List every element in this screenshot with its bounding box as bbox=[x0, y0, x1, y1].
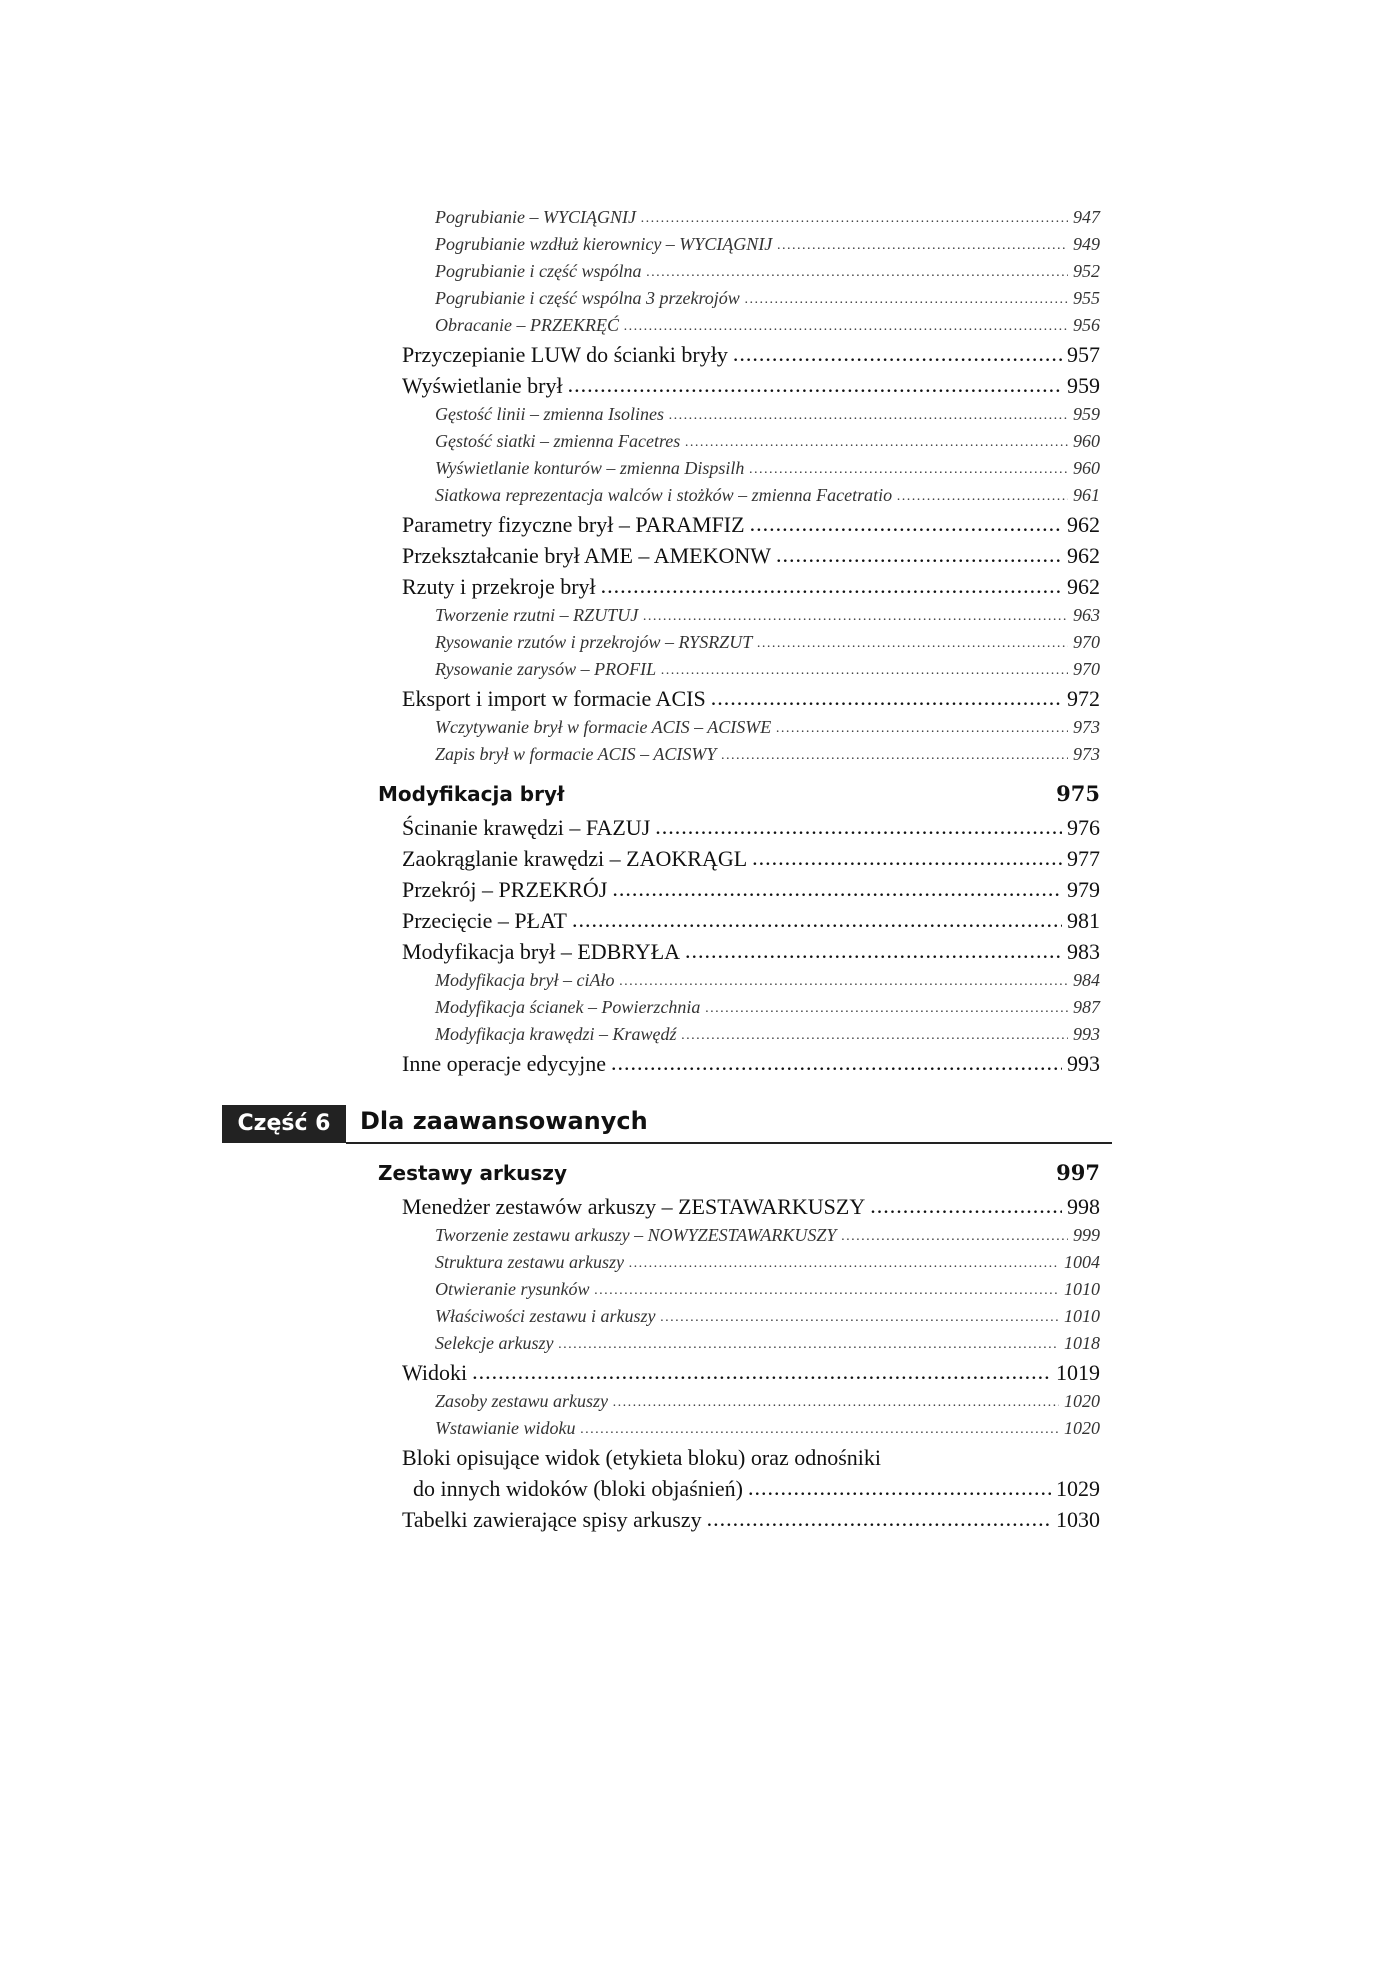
entry-page: 959 bbox=[1067, 373, 1100, 398]
dot-leader bbox=[750, 511, 1062, 537]
toc-entry[interactable] bbox=[435, 744, 1100, 771]
entry-page: 1020 bbox=[1064, 1391, 1100, 1411]
entry-title: Parametry fizyczne brył – PARAMFIZ bbox=[402, 512, 745, 537]
dot-leader bbox=[777, 233, 1068, 254]
entry-page: 962 bbox=[1067, 512, 1100, 537]
dot-leader bbox=[749, 457, 1068, 478]
section-title: Modyfikacja brył bbox=[378, 782, 565, 806]
entry-page: 955 bbox=[1073, 288, 1100, 308]
entry-page: 952 bbox=[1073, 261, 1100, 281]
dot-leader bbox=[685, 430, 1068, 451]
entry-title: Wyświetlanie brył bbox=[402, 373, 563, 398]
entry-title: Siatkowa reprezentacja walców i stożków – zmienna Facetratio bbox=[435, 485, 893, 505]
entry-page: 1018 bbox=[1064, 1333, 1100, 1353]
entry-title: Zapis brył w formacie ACIS – ACISWY bbox=[435, 744, 717, 764]
toc-entry-bloki-line1[interactable]: Bloki opisujące widok (etykieta bloku) oraz odnośniki bbox=[402, 1445, 882, 1470]
toc-entry[interactable] bbox=[435, 234, 1100, 261]
entry-title: Gęstość linii – zmienna Isolines bbox=[435, 404, 664, 424]
dot-leader bbox=[581, 1417, 1060, 1438]
toc-entry[interactable] bbox=[402, 846, 1100, 877]
dot-leader bbox=[841, 1224, 1068, 1245]
toc-entry[interactable] bbox=[435, 659, 1100, 686]
entry-page: 998 bbox=[1067, 1194, 1100, 1219]
dot-leader bbox=[870, 1193, 1062, 1219]
entry-page: 962 bbox=[1067, 543, 1100, 568]
toc-entry[interactable] bbox=[435, 1418, 1100, 1445]
part-divider bbox=[346, 1142, 1112, 1144]
entry-page: 987 bbox=[1073, 997, 1100, 1017]
dot-leader bbox=[601, 573, 1062, 599]
entry-page: 959 bbox=[1073, 404, 1100, 424]
dot-leader bbox=[897, 484, 1068, 505]
dot-leader bbox=[748, 1475, 1051, 1501]
entry-page: 1019 bbox=[1056, 1360, 1100, 1385]
toc-entry[interactable] bbox=[402, 908, 1100, 939]
entry-title: Ścinanie krawędzi – FAZUJ bbox=[402, 815, 651, 840]
entry-page: 957 bbox=[1067, 342, 1100, 367]
entry-page: 999 bbox=[1073, 1225, 1100, 1245]
entry-title: Wstawianie widoku bbox=[435, 1418, 576, 1438]
entry-page: 981 bbox=[1067, 908, 1100, 933]
entry-page: 977 bbox=[1067, 846, 1100, 871]
entry-title: Tworzenie zestawu arkuszy – NOWYZESTAWARKUSZY bbox=[435, 1225, 837, 1245]
dot-leader bbox=[646, 260, 1068, 281]
section-title: Zestawy arkuszy bbox=[378, 1161, 567, 1185]
dot-leader bbox=[776, 716, 1068, 737]
dot-leader bbox=[721, 743, 1068, 764]
section-heading-zestawy[interactable] bbox=[378, 1160, 1100, 1194]
toc-entry[interactable] bbox=[402, 1360, 1100, 1391]
entry-title: Menedżer zestawów arkuszy – ZESTAWARKUSZY bbox=[402, 1194, 866, 1219]
entry-page: 984 bbox=[1073, 970, 1100, 990]
toc-entry[interactable] bbox=[435, 997, 1100, 1024]
entry-title: Pogrubianie – WYCIĄGNIJ bbox=[435, 207, 636, 227]
dot-leader bbox=[681, 1023, 1068, 1044]
entry-title: Przecięcie – PŁAT bbox=[402, 908, 567, 933]
toc-entry[interactable] bbox=[435, 288, 1100, 315]
entry-title: Modyfikacja brył – ciAło bbox=[435, 970, 615, 990]
toc-entry[interactable] bbox=[402, 1051, 1100, 1082]
entry-page: 1030 bbox=[1056, 1507, 1100, 1532]
toc-part5 bbox=[378, 207, 1100, 1082]
entry-page: 962 bbox=[1067, 574, 1100, 599]
toc-entry[interactable] bbox=[402, 512, 1100, 543]
toc-entry[interactable] bbox=[435, 1279, 1100, 1306]
dot-leader bbox=[661, 658, 1068, 679]
entry-title: Tworzenie rzutni – RZUTUJ bbox=[435, 605, 639, 625]
toc-entry[interactable] bbox=[435, 632, 1100, 659]
toc-entry-tabelki[interactable] bbox=[402, 1507, 1100, 1538]
toc-entry[interactable] bbox=[402, 342, 1100, 373]
entry-title: Tabelki zawierające spisy arkuszy bbox=[402, 1507, 702, 1532]
entry-title: Obracanie – PRZEKRĘĆ bbox=[435, 315, 619, 335]
toc-block-wyswietlanie bbox=[378, 207, 1100, 771]
dot-leader bbox=[629, 1251, 1059, 1272]
entry-title: Wyświetlanie konturów – zmienna Dispsilh bbox=[435, 458, 745, 478]
toc-entry[interactable] bbox=[402, 939, 1100, 970]
entry-page: 961 bbox=[1073, 485, 1100, 505]
entry-page: 947 bbox=[1073, 207, 1100, 227]
entry-title: Rysowanie rzutów i przekrojów – RYSRZUT bbox=[435, 632, 753, 652]
toc-entry[interactable] bbox=[435, 207, 1100, 234]
entry-page: 949 bbox=[1073, 234, 1100, 254]
toc-entry[interactable] bbox=[402, 686, 1100, 717]
entry-page: 960 bbox=[1073, 458, 1100, 478]
dot-leader bbox=[624, 314, 1068, 335]
toc-entry[interactable] bbox=[402, 373, 1100, 404]
dot-leader bbox=[705, 996, 1068, 1017]
part-label: Część 6 bbox=[222, 1105, 346, 1143]
dot-leader bbox=[572, 907, 1062, 933]
entry-title: Wczytywanie brył w formacie ACIS – ACISWE bbox=[435, 717, 772, 737]
section-page: 975 bbox=[1056, 781, 1100, 806]
section-page: 997 bbox=[1056, 1160, 1100, 1185]
entry-page: 993 bbox=[1073, 1024, 1100, 1044]
entry-page: 993 bbox=[1067, 1051, 1100, 1076]
toc-entry[interactable] bbox=[435, 1306, 1100, 1333]
entry-page: 970 bbox=[1073, 632, 1100, 652]
dot-leader bbox=[558, 1332, 1059, 1353]
dot-leader bbox=[643, 604, 1068, 625]
entry-page: 972 bbox=[1067, 686, 1100, 711]
entry-title: Pogrubianie i część wspólna bbox=[435, 261, 642, 281]
toc-entry[interactable] bbox=[435, 1225, 1100, 1252]
entry-title: Pogrubianie i część wspólna 3 przekrojów bbox=[435, 288, 740, 308]
entry-title: Rzuty i przekroje brył bbox=[402, 574, 596, 599]
entry-title: Przekrój – PRZEKRÓJ bbox=[402, 877, 608, 902]
toc-entry[interactable] bbox=[435, 1333, 1100, 1360]
toc-entry[interactable] bbox=[402, 543, 1100, 574]
entry-page: 979 bbox=[1067, 877, 1100, 902]
entry-page: 1010 bbox=[1064, 1279, 1100, 1299]
entry-page: 1020 bbox=[1064, 1418, 1100, 1438]
dot-leader bbox=[612, 876, 1062, 902]
dot-leader bbox=[568, 372, 1062, 398]
dot-leader bbox=[641, 206, 1068, 227]
dot-leader bbox=[619, 969, 1068, 990]
toc-entry[interactable] bbox=[435, 1252, 1100, 1279]
entry-page: 956 bbox=[1073, 315, 1100, 335]
dot-leader bbox=[685, 938, 1062, 964]
dot-leader bbox=[733, 341, 1062, 367]
toc-entry[interactable] bbox=[435, 431, 1100, 458]
entry-page: 1029 bbox=[1056, 1476, 1100, 1501]
part-title: Dla zaawansowanych bbox=[360, 1107, 648, 1135]
toc-entry[interactable] bbox=[435, 485, 1100, 512]
toc-block-modyfikacja bbox=[378, 815, 1100, 1082]
entry-title: Modyfikacja krawędzi – Krawędź bbox=[435, 1024, 677, 1044]
entry-title: Otwieranie rysunków bbox=[435, 1279, 590, 1299]
toc-entry-bloki[interactable] bbox=[413, 1476, 1100, 1507]
entry-title: Przekształcanie brył AME – AMEKONW bbox=[402, 543, 772, 568]
entry-page: 970 bbox=[1073, 659, 1100, 679]
entry-title: Przyczepianie LUW do ścianki bryły bbox=[402, 342, 728, 367]
dot-leader bbox=[595, 1278, 1060, 1299]
toc-entry[interactable] bbox=[402, 877, 1100, 908]
toc-part6 bbox=[378, 1160, 1100, 1538]
entry-title: Selekcje arkuszy bbox=[435, 1333, 554, 1353]
dot-leader bbox=[472, 1359, 1051, 1385]
toc-entry[interactable] bbox=[435, 1024, 1100, 1051]
entry-title: Zasoby zestawu arkuszy bbox=[435, 1391, 609, 1411]
dot-leader bbox=[776, 542, 1062, 568]
entry-title: Modyfikacja brył – EDBRYŁA bbox=[402, 939, 681, 964]
entry-title: do innych widoków (bloki objaśnień) bbox=[413, 1476, 743, 1501]
toc-entry[interactable] bbox=[402, 815, 1100, 846]
toc-entry[interactable] bbox=[402, 1194, 1100, 1225]
entry-title: Modyfikacja ścianek – Powierzchnia bbox=[435, 997, 701, 1017]
entry-title: Inne operacje edycyjne bbox=[402, 1051, 606, 1076]
dot-leader bbox=[669, 403, 1068, 424]
entry-page: 960 bbox=[1073, 431, 1100, 451]
dot-leader bbox=[655, 814, 1062, 840]
dot-leader bbox=[661, 1305, 1060, 1326]
entry-title: Widoki bbox=[402, 1360, 468, 1385]
dot-leader bbox=[745, 287, 1068, 308]
dot-leader bbox=[707, 1506, 1051, 1532]
toc-entry[interactable] bbox=[435, 717, 1100, 744]
toc-entry[interactable] bbox=[435, 970, 1100, 997]
entry-page: 1010 bbox=[1064, 1306, 1100, 1326]
entry-page: 1004 bbox=[1064, 1252, 1100, 1272]
part-header bbox=[222, 1105, 1112, 1141]
entry-page: 963 bbox=[1073, 605, 1100, 625]
entry-page: 976 bbox=[1067, 815, 1100, 840]
toc-block-zestawy bbox=[378, 1194, 1100, 1445]
entry-title: Właściwości zestawu i arkuszy bbox=[435, 1306, 656, 1326]
toc-entry[interactable] bbox=[435, 458, 1100, 485]
entry-title: Zaokrąglanie krawędzi – ZAOKRĄGL bbox=[402, 846, 748, 871]
entry-title: Pogrubianie wzdłuż kierownicy – WYCIĄGNIJ bbox=[435, 234, 773, 254]
toc-entry[interactable] bbox=[435, 315, 1100, 342]
toc-entry[interactable] bbox=[435, 404, 1100, 431]
toc-entry[interactable] bbox=[402, 574, 1100, 605]
entry-title: Struktura zestawu arkuszy bbox=[435, 1252, 624, 1272]
toc-entry[interactable] bbox=[435, 1391, 1100, 1418]
entry-page: 983 bbox=[1067, 939, 1100, 964]
entry-title: Rysowanie zarysów – PROFIL bbox=[435, 659, 657, 679]
entry-title: Eksport i import w formacie ACIS bbox=[402, 686, 706, 711]
dot-leader bbox=[611, 1050, 1062, 1076]
entry-title: Gęstość siatki – zmienna Facetres bbox=[435, 431, 681, 451]
entry-page: 973 bbox=[1073, 744, 1100, 764]
dot-leader bbox=[711, 685, 1062, 711]
entry-page: 973 bbox=[1073, 717, 1100, 737]
dot-leader bbox=[613, 1390, 1059, 1411]
toc-entry[interactable] bbox=[435, 261, 1100, 288]
dot-leader bbox=[757, 631, 1068, 652]
dot-leader bbox=[752, 845, 1062, 871]
section-heading-modyfikacja[interactable] bbox=[378, 781, 1100, 815]
toc-entry[interactable] bbox=[435, 605, 1100, 632]
